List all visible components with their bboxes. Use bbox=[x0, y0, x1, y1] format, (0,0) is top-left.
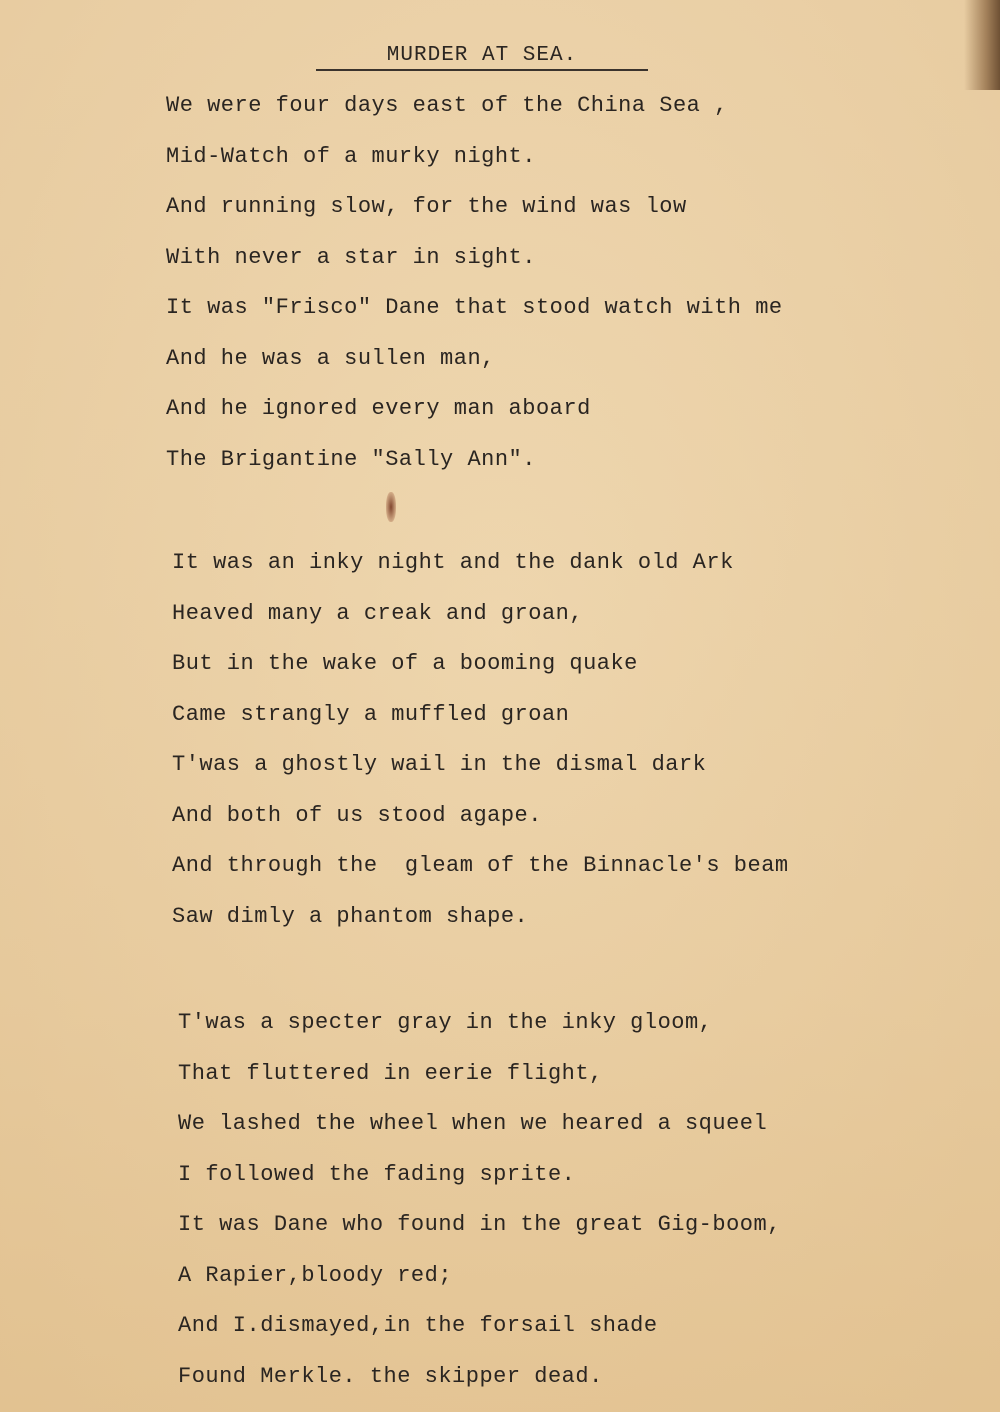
poem-line: T'was a specter gray in the inky gloom, bbox=[178, 1010, 713, 1035]
poem-line: Mid-Watch of a murky night. bbox=[166, 143, 536, 169]
stanza-1 bbox=[166, 81, 783, 485]
poem-line: And I.dismayed,in the forsail shade bbox=[178, 1313, 658, 1338]
poem-line: We lashed the wheel when we heared a squeel bbox=[178, 1111, 768, 1136]
poem-line: With never a star in sight. bbox=[166, 244, 536, 270]
poem-line: And through the gleam of the Binnacle's beam bbox=[172, 853, 789, 878]
poem-title: MURDER AT SEA. bbox=[316, 44, 648, 71]
stanza-3 bbox=[178, 998, 781, 1402]
poem-line: Found Merkle. the skipper dead. bbox=[178, 1363, 603, 1389]
poem-line: It was an inky night and the dank old Ark bbox=[172, 550, 734, 575]
poem-line: But in the wake of a booming quake bbox=[172, 651, 638, 676]
poem-line: It was Dane who found in the great Gig-boom, bbox=[178, 1212, 781, 1237]
poem-line: I followed the fading sprite. bbox=[178, 1161, 576, 1187]
poem-line: That fluttered in eerie flight, bbox=[178, 1060, 603, 1086]
poem-line: Heaved many a creak and groan, bbox=[172, 600, 584, 626]
poem-line: And he was a sullen man, bbox=[166, 345, 495, 371]
poem-line: Saw dimly a phantom shape. bbox=[172, 903, 529, 929]
edge-stain bbox=[964, 0, 1000, 90]
poem-line: T'was a ghostly wail in the dismal dark bbox=[172, 752, 707, 777]
stanza-2 bbox=[172, 538, 789, 942]
poem-line: And both of us stood agape. bbox=[172, 802, 542, 828]
poem-line: And running slow, for the wind was low bbox=[166, 194, 687, 219]
poem-line: It was "Frisco" Dane that stood watch with me bbox=[166, 295, 783, 320]
poem-line: And he ignored every man aboard bbox=[166, 396, 591, 421]
poem-line: We were four days east of the China Sea , bbox=[166, 93, 728, 118]
ink-blot bbox=[386, 492, 396, 522]
poem-line: Came strangly a muffled groan bbox=[172, 701, 570, 727]
poem-line: A Rapier,bloody red; bbox=[178, 1262, 453, 1288]
poem-line: The Brigantine "Sally Ann". bbox=[166, 446, 536, 472]
